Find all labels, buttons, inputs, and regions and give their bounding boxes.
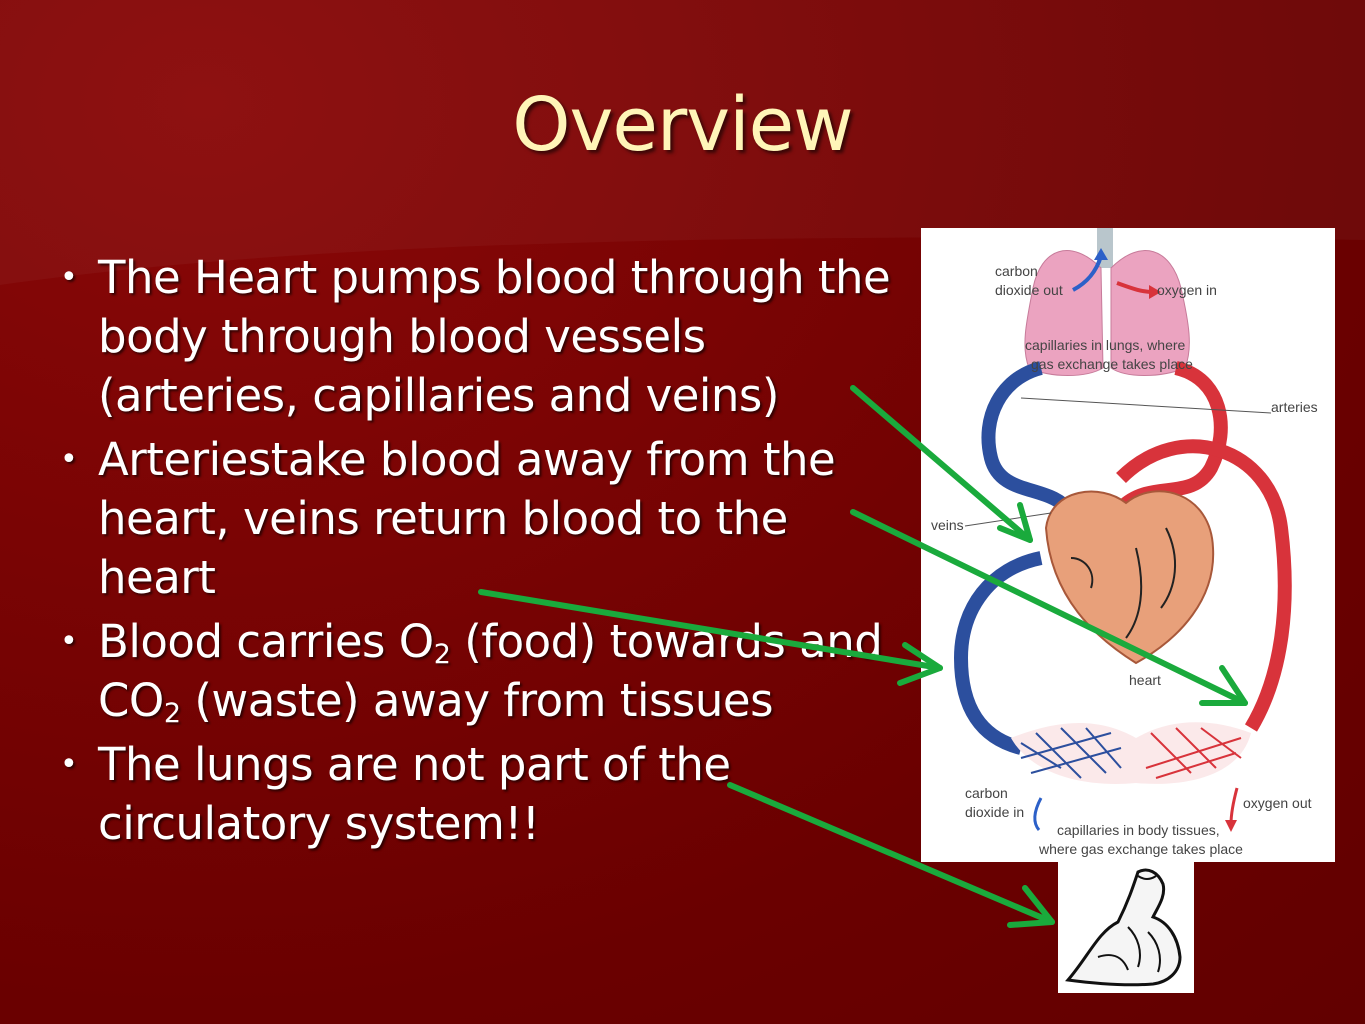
circulatory-diagram [921,228,1335,862]
bullet-text: Arteriestake blood away from the heart, veins return blood to the heart [98,433,836,604]
label-co2-out-1: carbon [995,263,1038,279]
bullet-text: The lungs are not part of the circulatory system!! [98,738,731,850]
label-arteries: arteries [1271,399,1318,415]
label-co2-in-1: carbon [965,785,1008,801]
systemic-vein-path [961,558,1041,748]
bullet-dot: • [60,260,78,295]
bullet-dot: • [60,624,78,659]
co2-in-arrow [1035,798,1041,830]
pulmonary-artery-path [1121,368,1221,508]
slide-title: Overview [512,82,853,168]
heart-shape [1046,491,1213,663]
label-co2-in-2: dioxide in [965,804,1025,820]
bullet-item [58,735,908,853]
bullet-item [58,612,908,730]
label-o2-in: oxygen in [1157,282,1217,298]
bullet-item [58,248,908,425]
label-co2-out-2: dioxide out [995,282,1063,298]
label-lung-cap-2: gas exchange takes place [1031,356,1193,372]
bullet-list [58,248,908,858]
label-veins: veins [931,517,964,533]
label-o2-out: oxygen out [1243,795,1312,811]
o2-out-arrow [1231,788,1237,824]
bullet-text: Blood carries $O_2$ (food) towards and $CO_2$ (waste) away from tissues [98,615,883,729]
bullet-item [58,430,908,607]
pulmonary-vein-path [988,368,1071,513]
label-body-cap-1: capillaries in body tissues, [1057,822,1220,838]
label-lung-cap-1: capillaries in lungs, where [1025,337,1186,353]
body-capillaries-shape [1011,722,1251,784]
bullet-dot: • [60,747,78,782]
bullet-dot: • [60,442,78,477]
bullet-text: The Heart pumps blood through the body through blood vessels (arteries, capillaries and veins) [98,251,891,422]
flexed-arm-icon [1058,862,1194,993]
label-body-cap-2: where gas exchange takes place [1039,841,1243,857]
label-heart: heart [1129,672,1161,688]
